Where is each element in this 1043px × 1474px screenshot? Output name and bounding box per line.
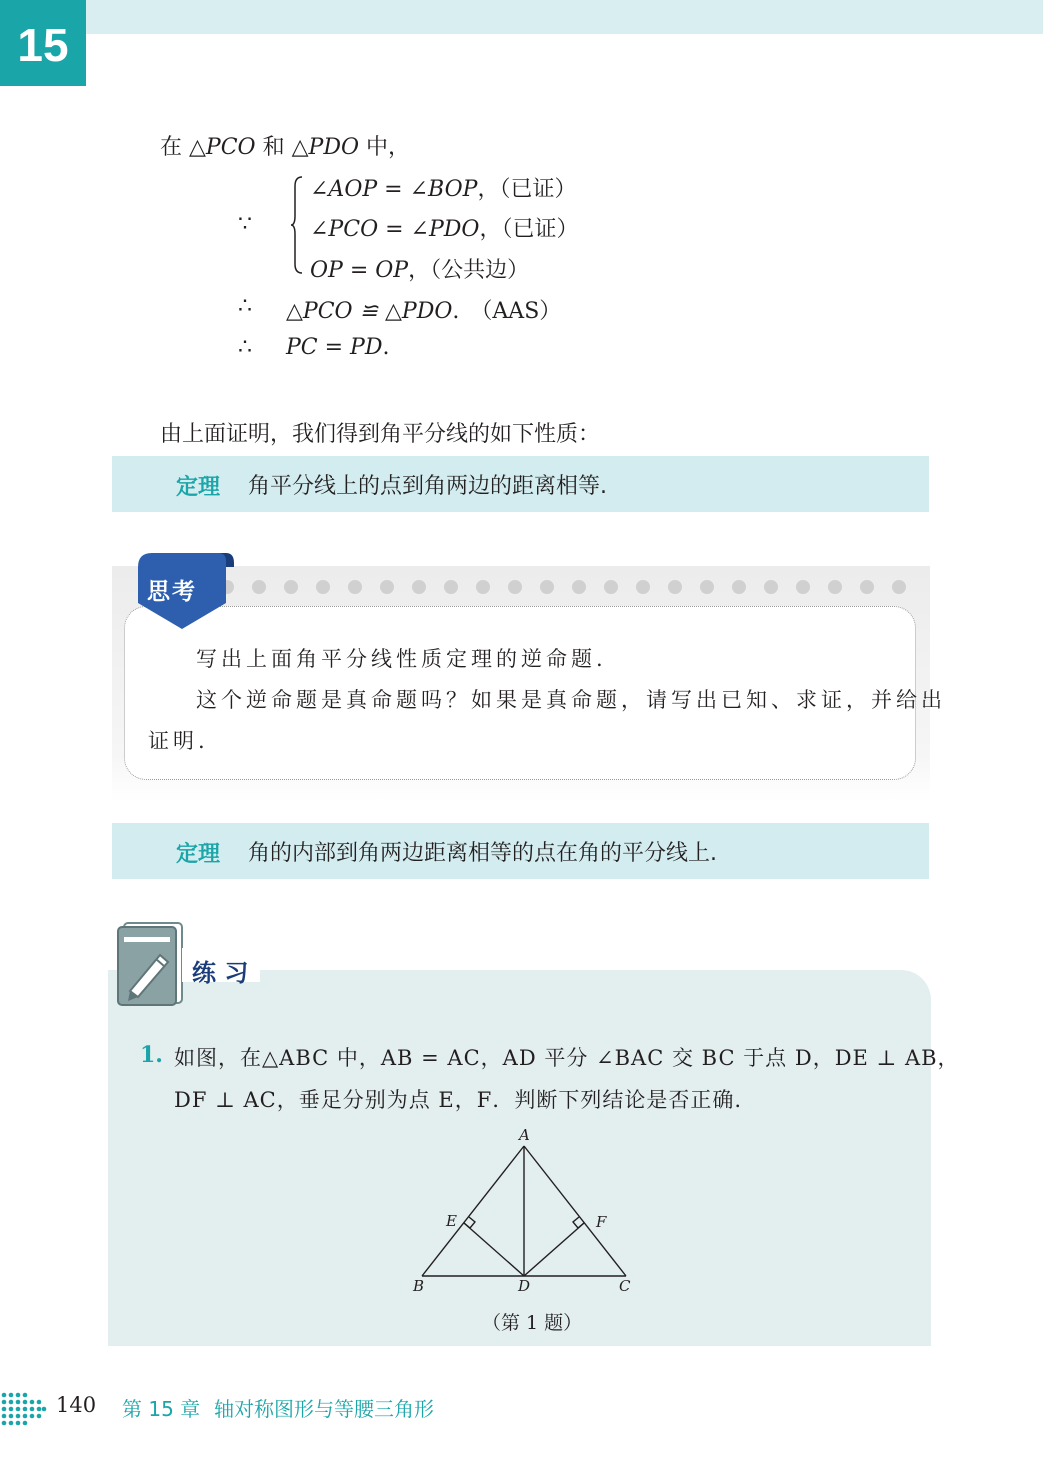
page-number: 140: [56, 1393, 97, 1417]
footer-dot: [2, 1407, 7, 1412]
theorem-box-2: [112, 823, 929, 879]
decorative-dot: [732, 580, 746, 594]
property-intro: 由上面证明，我们得到角平分线的如下性质：: [160, 422, 601, 447]
theorem-label: 定理: [176, 475, 221, 500]
conclusion-2: PC = PD.: [286, 335, 390, 360]
theorem-label: 定理: [176, 842, 221, 867]
figure-label-a: A: [519, 1126, 530, 1144]
footer-dot: [37, 1407, 42, 1412]
footer-dot: [37, 1400, 42, 1405]
figure-label-e: E: [446, 1212, 457, 1230]
decorative-dot: [412, 580, 426, 594]
chapter-number-badge: 15: [0, 0, 86, 86]
footer-dots-icon: [0, 1390, 48, 1428]
decorative-dot: [252, 580, 266, 594]
decorative-dot: [572, 580, 586, 594]
footer-dot: [30, 1414, 35, 1419]
footer-dot: [9, 1414, 14, 1419]
theorem-text: 角的内部到角两边距离相等的点在角的平分线上.: [248, 841, 717, 866]
footer-dot: [23, 1400, 28, 1405]
decorative-dot: [668, 580, 682, 594]
condition-1: ∠AOP = ∠BOP，（已证）: [310, 177, 577, 202]
left-brace-icon: [290, 176, 304, 274]
because-symbol: ∵: [238, 212, 252, 237]
footer-dot: [23, 1421, 28, 1426]
therefore-symbol-2: ∴: [238, 335, 252, 360]
decorative-dot: [476, 580, 490, 594]
footer-dot: [2, 1421, 7, 1426]
footer-dot: [9, 1393, 14, 1398]
decorative-dot: [892, 580, 906, 594]
pencil-notebook-icon: [114, 921, 186, 1007]
therefore-symbol-1: ∴: [238, 294, 252, 319]
decorative-dot: [284, 580, 298, 594]
footer-chapter: 第 15 章: [122, 1397, 201, 1421]
decorative-dot: [348, 580, 362, 594]
footer-dot: [9, 1407, 14, 1412]
footer-dot: [30, 1400, 35, 1405]
theorem-box-1: [112, 456, 929, 512]
figure-label-d: D: [518, 1277, 531, 1295]
footer-dot: [16, 1407, 21, 1412]
think-line-1: 写出上面角平分线性质定理的逆命题.: [196, 647, 607, 671]
footer-dot: [16, 1400, 21, 1405]
footer-dot: [9, 1421, 14, 1426]
footer-dot: [23, 1414, 28, 1419]
decorative-dot: [700, 580, 714, 594]
footer-chapter-title: 轴对称图形与等腰三角形: [214, 1397, 434, 1421]
decorative-dot: [828, 580, 842, 594]
header-bar: [86, 0, 1043, 34]
exercise-title: 练 习: [192, 959, 249, 987]
decorative-dot: [540, 580, 554, 594]
decorative-dot: [636, 580, 650, 594]
condition-2: ∠PCO = ∠PDO，（已证）: [310, 217, 579, 242]
footer-dot: [16, 1421, 21, 1426]
question-number: 1.: [140, 1042, 163, 1068]
footer-dot: [16, 1414, 21, 1419]
footer-dot: [30, 1407, 35, 1412]
decorative-dot: [764, 580, 778, 594]
decorative-dot: [860, 580, 874, 594]
decorative-dot: [508, 580, 522, 594]
triangle-figure: [400, 1120, 650, 1300]
footer-dot: [37, 1414, 42, 1419]
decorative-dot: [604, 580, 618, 594]
question-line-2: DF ⊥ AC，垂足分别为点 E，F．判断下列结论是否正确.: [174, 1088, 742, 1112]
footer-dot: [2, 1393, 7, 1398]
think-line-3: 证明.: [148, 729, 209, 753]
decorative-dot: [444, 580, 458, 594]
footer-dot: [9, 1400, 14, 1405]
footer-dot: [16, 1393, 21, 1398]
think-line-2: 这个逆命题是真命题吗？如果是真命题，请写出已知、求证，并给出: [196, 688, 946, 712]
think-tag-label: 思考: [147, 579, 197, 605]
condition-3: OP = OP，（公共边）: [310, 258, 530, 283]
figure-label-b: B: [413, 1277, 425, 1295]
decorative-dot: [380, 580, 394, 594]
footer-dot: [42, 1407, 47, 1412]
conclusion-1: △PCO ≌ △PDO. （AAS）: [286, 299, 562, 324]
theorem-text: 角平分线上的点到角两边的距离相等.: [248, 474, 607, 499]
decorative-dot: [796, 580, 810, 594]
figure-label-f: F: [596, 1213, 607, 1231]
proof-intro: 在 △PCO 和 △PDO 中，: [160, 135, 410, 160]
question-line-1: 如图，在△ABC 中，AB = AC，AD 平分 ∠BAC 交 BC 于点 D，DE ⊥ AB，: [174, 1046, 960, 1070]
decorative-dot: [316, 580, 330, 594]
figure-label-c: C: [619, 1277, 631, 1295]
footer-dot: [2, 1414, 7, 1419]
figure-caption: （第 1 题）: [482, 1312, 583, 1334]
footer-dot: [23, 1393, 28, 1398]
footer-dot: [23, 1407, 28, 1412]
footer-dot: [2, 1400, 7, 1405]
